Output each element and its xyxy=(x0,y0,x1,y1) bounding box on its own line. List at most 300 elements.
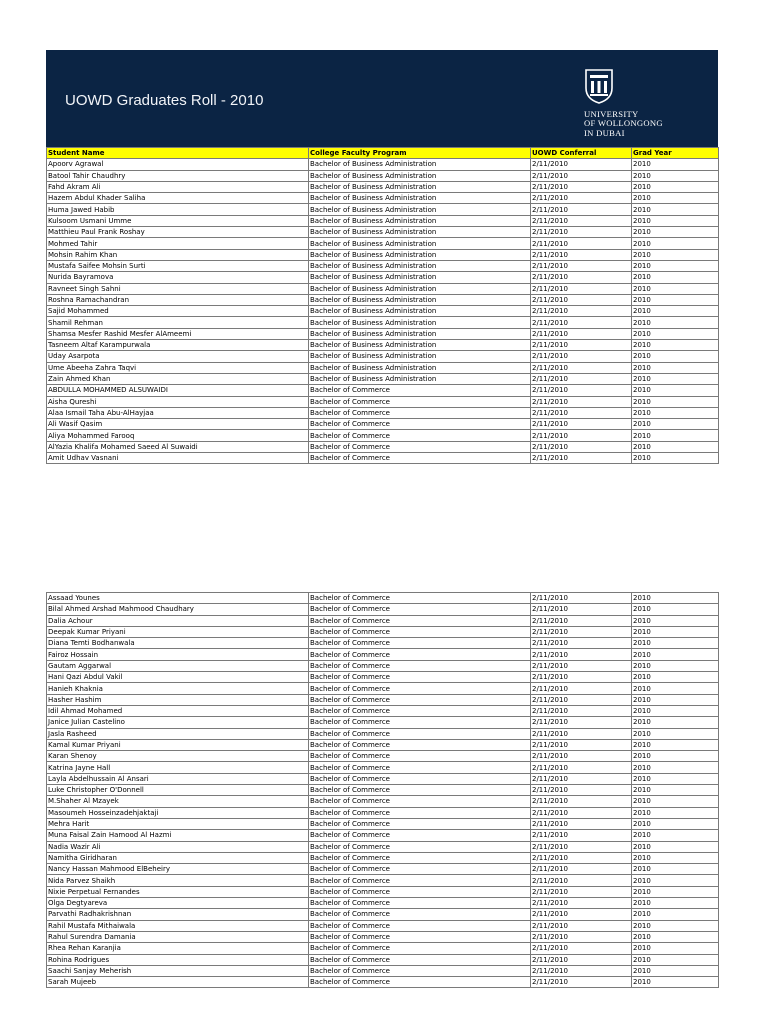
cell-grad-year: 2010 xyxy=(632,694,719,705)
cell-conferral-date: 2/11/2010 xyxy=(531,841,632,852)
cell-grad-year: 2010 xyxy=(632,159,719,170)
cell-program: Bachelor of Commerce xyxy=(309,396,531,407)
cell-conferral-date: 2/11/2010 xyxy=(531,796,632,807)
cell-program: Bachelor of Commerce xyxy=(309,672,531,683)
cell-student-name: ABDULLA MOHAMMED ALSUWAIDI xyxy=(47,385,309,396)
table-row xyxy=(47,249,719,260)
cell-grad-year: 2010 xyxy=(632,204,719,215)
cell-program: Bachelor of Commerce xyxy=(309,728,531,739)
cell-program: Bachelor of Business Administration xyxy=(309,306,531,317)
table-row xyxy=(47,626,719,637)
table-row xyxy=(47,875,719,886)
cell-conferral-date: 2/11/2010 xyxy=(531,717,632,728)
graduates-table-part-1 xyxy=(46,147,719,464)
cell-program: Bachelor of Business Administration xyxy=(309,272,531,283)
cell-grad-year: 2010 xyxy=(632,886,719,897)
cell-program: Bachelor of Commerce xyxy=(309,931,531,942)
cell-student-name: Batool Tahir Chaudhry xyxy=(47,170,309,181)
cell-program: Bachelor of Business Administration xyxy=(309,340,531,351)
cell-conferral-date: 2/11/2010 xyxy=(531,396,632,407)
cell-program: Bachelor of Commerce xyxy=(309,818,531,829)
cell-student-name: Parvathi Radhakrishnan xyxy=(47,909,309,920)
table-row xyxy=(47,886,719,897)
cell-conferral-date: 2/11/2010 xyxy=(531,351,632,362)
cell-grad-year: 2010 xyxy=(632,660,719,671)
table-row xyxy=(47,204,719,215)
cell-program: Bachelor of Commerce xyxy=(309,615,531,626)
cell-conferral-date: 2/11/2010 xyxy=(531,227,632,238)
cell-grad-year: 2010 xyxy=(632,317,719,328)
cell-program: Bachelor of Business Administration xyxy=(309,193,531,204)
cell-program: Bachelor of Commerce xyxy=(309,660,531,671)
cell-grad-year: 2010 xyxy=(632,227,719,238)
cell-student-name: Nixie Perpetual Fernandes xyxy=(47,886,309,897)
cell-conferral-date: 2/11/2010 xyxy=(531,739,632,750)
cell-conferral-date: 2/11/2010 xyxy=(531,317,632,328)
table-row xyxy=(47,317,719,328)
cell-student-name: Ume Abeeha Zahra Taqvi xyxy=(47,362,309,373)
table-row xyxy=(47,181,719,192)
cell-grad-year: 2010 xyxy=(632,796,719,807)
cell-program: Bachelor of Commerce xyxy=(309,407,531,418)
cell-student-name: Nida Parvez Shaikh xyxy=(47,875,309,886)
cell-conferral-date: 2/11/2010 xyxy=(531,204,632,215)
cell-student-name: Aisha Qureshi xyxy=(47,396,309,407)
cell-program: Bachelor of Business Administration xyxy=(309,294,531,305)
cell-grad-year: 2010 xyxy=(632,920,719,931)
cell-grad-year: 2010 xyxy=(632,965,719,976)
cell-grad-year: 2010 xyxy=(632,373,719,384)
table-row xyxy=(47,762,719,773)
cell-student-name: Hazem Abdul Khader Saliha xyxy=(47,193,309,204)
cell-student-name: Hani Qazi Abdul Vakil xyxy=(47,672,309,683)
column-header-conferral: UOWD Conferral xyxy=(531,148,632,159)
logo-line-1: UNIVERSITY xyxy=(584,109,639,119)
cell-conferral-date: 2/11/2010 xyxy=(531,649,632,660)
table-row xyxy=(47,898,719,909)
cell-student-name: Karan Shenoy xyxy=(47,751,309,762)
cell-conferral-date: 2/11/2010 xyxy=(531,954,632,965)
table-row xyxy=(47,931,719,942)
table-row xyxy=(47,977,719,988)
cell-conferral-date: 2/11/2010 xyxy=(531,407,632,418)
cell-student-name: Fahd Akram Ali xyxy=(47,181,309,192)
table-row xyxy=(47,954,719,965)
cell-program: Bachelor of Commerce xyxy=(309,898,531,909)
page-title: UOWD Graduates Roll - 2010 xyxy=(65,92,264,109)
cell-student-name: Deepak Kumar Priyani xyxy=(47,626,309,637)
cell-student-name: Janice Julian Castelino xyxy=(47,717,309,728)
cell-conferral-date: 2/11/2010 xyxy=(531,385,632,396)
table-row xyxy=(47,807,719,818)
table-row xyxy=(47,453,719,464)
cell-conferral-date: 2/11/2010 xyxy=(531,751,632,762)
cell-grad-year: 2010 xyxy=(632,260,719,271)
table-row xyxy=(47,441,719,452)
cell-conferral-date: 2/11/2010 xyxy=(531,215,632,226)
cell-grad-year: 2010 xyxy=(632,818,719,829)
table-row xyxy=(47,920,719,931)
cell-program: Bachelor of Commerce xyxy=(309,796,531,807)
cell-conferral-date: 2/11/2010 xyxy=(531,453,632,464)
table-row xyxy=(47,340,719,351)
cell-student-name: Huma Jawed Habib xyxy=(47,204,309,215)
table-row xyxy=(47,373,719,384)
cell-student-name: Rahul Surendra Damania xyxy=(47,931,309,942)
column-header-program: College Faculty Program xyxy=(309,148,531,159)
cell-conferral-date: 2/11/2010 xyxy=(531,931,632,942)
cell-program: Bachelor of Business Administration xyxy=(309,317,531,328)
cell-conferral-date: 2/11/2010 xyxy=(531,238,632,249)
table-row xyxy=(47,773,719,784)
cell-grad-year: 2010 xyxy=(632,181,719,192)
cell-grad-year: 2010 xyxy=(632,340,719,351)
cell-program: Bachelor of Commerce xyxy=(309,705,531,716)
column-header-grad-year: Grad Year xyxy=(632,148,719,159)
cell-conferral-date: 2/11/2010 xyxy=(531,294,632,305)
cell-grad-year: 2010 xyxy=(632,407,719,418)
table-row xyxy=(47,170,719,181)
cell-program: Bachelor of Commerce xyxy=(309,830,531,841)
cell-conferral-date: 2/11/2010 xyxy=(531,762,632,773)
cell-grad-year: 2010 xyxy=(632,419,719,430)
cell-grad-year: 2010 xyxy=(632,977,719,988)
table-row xyxy=(47,351,719,362)
table-row xyxy=(47,615,719,626)
cell-grad-year: 2010 xyxy=(632,430,719,441)
cell-program: Bachelor of Commerce xyxy=(309,717,531,728)
cell-grad-year: 2010 xyxy=(632,626,719,637)
cell-student-name: Gautam Aggarwal xyxy=(47,660,309,671)
cell-program: Bachelor of Commerce xyxy=(309,683,531,694)
table-row xyxy=(47,215,719,226)
cell-conferral-date: 2/11/2010 xyxy=(531,898,632,909)
cell-program: Bachelor of Business Administration xyxy=(309,227,531,238)
cell-program: Bachelor of Business Administration xyxy=(309,249,531,260)
cell-grad-year: 2010 xyxy=(632,739,719,750)
cell-grad-year: 2010 xyxy=(632,864,719,875)
cell-grad-year: 2010 xyxy=(632,604,719,615)
table-row xyxy=(47,909,719,920)
cell-grad-year: 2010 xyxy=(632,705,719,716)
cell-student-name: Mohsin Rahim Khan xyxy=(47,249,309,260)
table-body xyxy=(47,159,719,464)
cell-program: Bachelor of Business Administration xyxy=(309,373,531,384)
table-row xyxy=(47,965,719,976)
cell-conferral-date: 2/11/2010 xyxy=(531,306,632,317)
cell-student-name: Namitha Giridharan xyxy=(47,852,309,863)
cell-student-name: Apoorv Agrawal xyxy=(47,159,309,170)
cell-conferral-date: 2/11/2010 xyxy=(531,170,632,181)
cell-conferral-date: 2/11/2010 xyxy=(531,159,632,170)
cell-grad-year: 2010 xyxy=(632,773,719,784)
cell-program: Bachelor of Business Administration xyxy=(309,204,531,215)
table-row xyxy=(47,943,719,954)
table-row xyxy=(47,328,719,339)
cell-student-name: Rhea Rehan Karanjia xyxy=(47,943,309,954)
cell-conferral-date: 2/11/2010 xyxy=(531,340,632,351)
cell-student-name: Layla Abdelhussain Al Ansari xyxy=(47,773,309,784)
cell-conferral-date: 2/11/2010 xyxy=(531,604,632,615)
logo-line-2: OF WOLLONGONG xyxy=(584,118,663,129)
cell-conferral-date: 2/11/2010 xyxy=(531,249,632,260)
table-row xyxy=(47,159,719,170)
cell-program: Bachelor of Commerce xyxy=(309,604,531,615)
table-row xyxy=(47,193,719,204)
cell-program: Bachelor of Commerce xyxy=(309,785,531,796)
cell-student-name: Shamsa Mesfer Rashid Mesfer AlAmeemi xyxy=(47,328,309,339)
cell-conferral-date: 2/11/2010 xyxy=(531,965,632,976)
cell-grad-year: 2010 xyxy=(632,306,719,317)
cell-grad-year: 2010 xyxy=(632,615,719,626)
cell-student-name: Mehra Harit xyxy=(47,818,309,829)
cell-student-name: Masoumeh Hosseinzadehjaktaji xyxy=(47,807,309,818)
cell-student-name: Zain Ahmed Khan xyxy=(47,373,309,384)
cell-conferral-date: 2/11/2010 xyxy=(531,272,632,283)
cell-grad-year: 2010 xyxy=(632,852,719,863)
table-body xyxy=(47,593,719,988)
cell-program: Bachelor of Commerce xyxy=(309,694,531,705)
cell-grad-year: 2010 xyxy=(632,249,719,260)
table-row xyxy=(47,260,719,271)
cell-grad-year: 2010 xyxy=(632,931,719,942)
cell-conferral-date: 2/11/2010 xyxy=(531,283,632,294)
cell-student-name: Hanieh Khaknia xyxy=(47,683,309,694)
cell-grad-year: 2010 xyxy=(632,728,719,739)
cell-student-name: Rahil Mustafa Mithaiwala xyxy=(47,920,309,931)
cell-conferral-date: 2/11/2010 xyxy=(531,920,632,931)
table-row xyxy=(47,751,719,762)
cell-grad-year: 2010 xyxy=(632,751,719,762)
table-row xyxy=(47,272,719,283)
cell-program: Bachelor of Commerce xyxy=(309,875,531,886)
table-row xyxy=(47,739,719,750)
cell-conferral-date: 2/11/2010 xyxy=(531,181,632,192)
cell-grad-year: 2010 xyxy=(632,638,719,649)
cell-student-name: Nancy Hassan Mahmood ElBeheiry xyxy=(47,864,309,875)
cell-grad-year: 2010 xyxy=(632,453,719,464)
cell-student-name: Bilal Ahmed Arshad Mahmood Chaudhary xyxy=(47,604,309,615)
cell-conferral-date: 2/11/2010 xyxy=(531,430,632,441)
cell-conferral-date: 2/11/2010 xyxy=(531,441,632,452)
cell-student-name: Dalia Achour xyxy=(47,615,309,626)
cell-student-name: Idil Ahmad Mohamed xyxy=(47,705,309,716)
cell-program: Bachelor of Business Administration xyxy=(309,181,531,192)
table-row xyxy=(47,362,719,373)
cell-grad-year: 2010 xyxy=(632,362,719,373)
cell-program: Bachelor of Commerce xyxy=(309,762,531,773)
column-header-student-name: Student Name xyxy=(47,148,309,159)
cell-conferral-date: 2/11/2010 xyxy=(531,977,632,988)
graduates-table-part-2 xyxy=(46,592,719,988)
cell-grad-year: 2010 xyxy=(632,762,719,773)
cell-grad-year: 2010 xyxy=(632,283,719,294)
table-row xyxy=(47,728,719,739)
cell-student-name: M.Shaher Al Mzayek xyxy=(47,796,309,807)
cell-grad-year: 2010 xyxy=(632,807,719,818)
cell-student-name: Ali Wasif Qasim xyxy=(47,419,309,430)
cell-grad-year: 2010 xyxy=(632,683,719,694)
cell-conferral-date: 2/11/2010 xyxy=(531,683,632,694)
cell-grad-year: 2010 xyxy=(632,909,719,920)
cell-grad-year: 2010 xyxy=(632,841,719,852)
cell-student-name: Kamal Kumar Priyani xyxy=(47,739,309,750)
table-row xyxy=(47,841,719,852)
cell-grad-year: 2010 xyxy=(632,215,719,226)
cell-conferral-date: 2/11/2010 xyxy=(531,705,632,716)
cell-grad-year: 2010 xyxy=(632,396,719,407)
cell-program: Bachelor of Commerce xyxy=(309,385,531,396)
table-row xyxy=(47,283,719,294)
cell-program: Bachelor of Commerce xyxy=(309,886,531,897)
cell-student-name: Aliya Mohammed Farooq xyxy=(47,430,309,441)
cell-grad-year: 2010 xyxy=(632,441,719,452)
page-banner xyxy=(46,50,718,147)
cell-program: Bachelor of Commerce xyxy=(309,441,531,452)
table-row xyxy=(47,852,719,863)
cell-student-name: Alaa Ismail Taha Abu-AlHayjaa xyxy=(47,407,309,418)
cell-conferral-date: 2/11/2010 xyxy=(531,785,632,796)
table-row xyxy=(47,396,719,407)
cell-program: Bachelor of Commerce xyxy=(309,909,531,920)
cell-program: Bachelor of Commerce xyxy=(309,453,531,464)
cell-student-name: Kulsoom Usmani Umme xyxy=(47,215,309,226)
cell-grad-year: 2010 xyxy=(632,875,719,886)
cell-conferral-date: 2/11/2010 xyxy=(531,852,632,863)
table-row xyxy=(47,407,719,418)
table-row xyxy=(47,796,719,807)
university-logo xyxy=(584,68,714,140)
cell-conferral-date: 2/11/2010 xyxy=(531,807,632,818)
logo-line-3: IN DUBAI xyxy=(584,127,625,138)
cell-program: Bachelor of Commerce xyxy=(309,864,531,875)
cell-conferral-date: 2/11/2010 xyxy=(531,773,632,784)
cell-conferral-date: 2/11/2010 xyxy=(531,373,632,384)
logo-wordmark xyxy=(584,110,663,138)
table-row xyxy=(47,306,719,317)
cell-conferral-date: 2/11/2010 xyxy=(531,830,632,841)
cell-conferral-date: 2/11/2010 xyxy=(531,672,632,683)
cell-grad-year: 2010 xyxy=(632,717,719,728)
cell-conferral-date: 2/11/2010 xyxy=(531,875,632,886)
cell-student-name: Uday Asarpota xyxy=(47,351,309,362)
table-row xyxy=(47,717,719,728)
cell-student-name: Luke Christopher O'Donnell xyxy=(47,785,309,796)
cell-student-name: Nadia Wazir Ali xyxy=(47,841,309,852)
table-row xyxy=(47,294,719,305)
cell-program: Bachelor of Commerce xyxy=(309,954,531,965)
table-row xyxy=(47,830,719,841)
table-row xyxy=(47,649,719,660)
table-row xyxy=(47,785,719,796)
table-row xyxy=(47,672,719,683)
cell-grad-year: 2010 xyxy=(632,272,719,283)
cell-student-name: Saachi Sanjay Meherish xyxy=(47,965,309,976)
cell-student-name: Jasla Rasheed xyxy=(47,728,309,739)
table-row xyxy=(47,705,719,716)
cell-conferral-date: 2/11/2010 xyxy=(531,886,632,897)
cell-grad-year: 2010 xyxy=(632,943,719,954)
cell-grad-year: 2010 xyxy=(632,593,719,604)
cell-conferral-date: 2/11/2010 xyxy=(531,638,632,649)
cell-student-name: Katrina Jayne Hall xyxy=(47,762,309,773)
table-row xyxy=(47,660,719,671)
table-row xyxy=(47,430,719,441)
cell-program: Bachelor of Business Administration xyxy=(309,170,531,181)
cell-conferral-date: 2/11/2010 xyxy=(531,328,632,339)
cell-student-name: Hasher Hashim xyxy=(47,694,309,705)
cell-student-name: Amit Udhav Vasnani xyxy=(47,453,309,464)
cell-conferral-date: 2/11/2010 xyxy=(531,260,632,271)
cell-grad-year: 2010 xyxy=(632,672,719,683)
cell-student-name: Mohmed Tahir xyxy=(47,238,309,249)
cell-program: Bachelor of Business Administration xyxy=(309,238,531,249)
table-row xyxy=(47,419,719,430)
cell-program: Bachelor of Commerce xyxy=(309,638,531,649)
cell-conferral-date: 2/11/2010 xyxy=(531,615,632,626)
cell-student-name: Matthieu Paul Frank Roshay xyxy=(47,227,309,238)
cell-program: Bachelor of Commerce xyxy=(309,977,531,988)
cell-grad-year: 2010 xyxy=(632,898,719,909)
cell-program: Bachelor of Commerce xyxy=(309,739,531,750)
cell-conferral-date: 2/11/2010 xyxy=(531,193,632,204)
cell-grad-year: 2010 xyxy=(632,328,719,339)
table-row xyxy=(47,385,719,396)
table-header-row xyxy=(47,148,719,159)
cell-program: Bachelor of Business Administration xyxy=(309,215,531,226)
cell-conferral-date: 2/11/2010 xyxy=(531,728,632,739)
cell-student-name: Rohina Rodrigues xyxy=(47,954,309,965)
cell-program: Bachelor of Commerce xyxy=(309,626,531,637)
table-row xyxy=(47,593,719,604)
cell-student-name: Sajid Mohammed xyxy=(47,306,309,317)
cell-conferral-date: 2/11/2010 xyxy=(531,694,632,705)
cell-student-name: Ravneet Singh Sahni xyxy=(47,283,309,294)
cell-grad-year: 2010 xyxy=(632,170,719,181)
table-row xyxy=(47,694,719,705)
cell-program: Bachelor of Commerce xyxy=(309,965,531,976)
cell-student-name: Roshna Ramachandran xyxy=(47,294,309,305)
cell-grad-year: 2010 xyxy=(632,238,719,249)
cell-conferral-date: 2/11/2010 xyxy=(531,909,632,920)
cell-program: Bachelor of Business Administration xyxy=(309,283,531,294)
cell-program: Bachelor of Commerce xyxy=(309,419,531,430)
cell-conferral-date: 2/11/2010 xyxy=(531,660,632,671)
cell-student-name: Diana Temti Bodhanwala xyxy=(47,638,309,649)
cell-conferral-date: 2/11/2010 xyxy=(531,362,632,373)
cell-program: Bachelor of Business Administration xyxy=(309,351,531,362)
cell-conferral-date: 2/11/2010 xyxy=(531,593,632,604)
table-row xyxy=(47,238,719,249)
cell-conferral-date: 2/11/2010 xyxy=(531,864,632,875)
cell-student-name: Mustafa Saifee Mohsin Surti xyxy=(47,260,309,271)
cell-grad-year: 2010 xyxy=(632,294,719,305)
cell-conferral-date: 2/11/2010 xyxy=(531,419,632,430)
table-row xyxy=(47,227,719,238)
cell-student-name: Fairoz Hossain xyxy=(47,649,309,660)
cell-program: Bachelor of Commerce xyxy=(309,649,531,660)
cell-grad-year: 2010 xyxy=(632,351,719,362)
cell-program: Bachelor of Commerce xyxy=(309,841,531,852)
cell-program: Bachelor of Commerce xyxy=(309,852,531,863)
cell-grad-year: 2010 xyxy=(632,649,719,660)
cell-student-name: Olga Degtyareva xyxy=(47,898,309,909)
cell-program: Bachelor of Business Administration xyxy=(309,362,531,373)
cell-program: Bachelor of Commerce xyxy=(309,920,531,931)
cell-program: Bachelor of Commerce xyxy=(309,943,531,954)
cell-grad-year: 2010 xyxy=(632,954,719,965)
cell-grad-year: 2010 xyxy=(632,830,719,841)
